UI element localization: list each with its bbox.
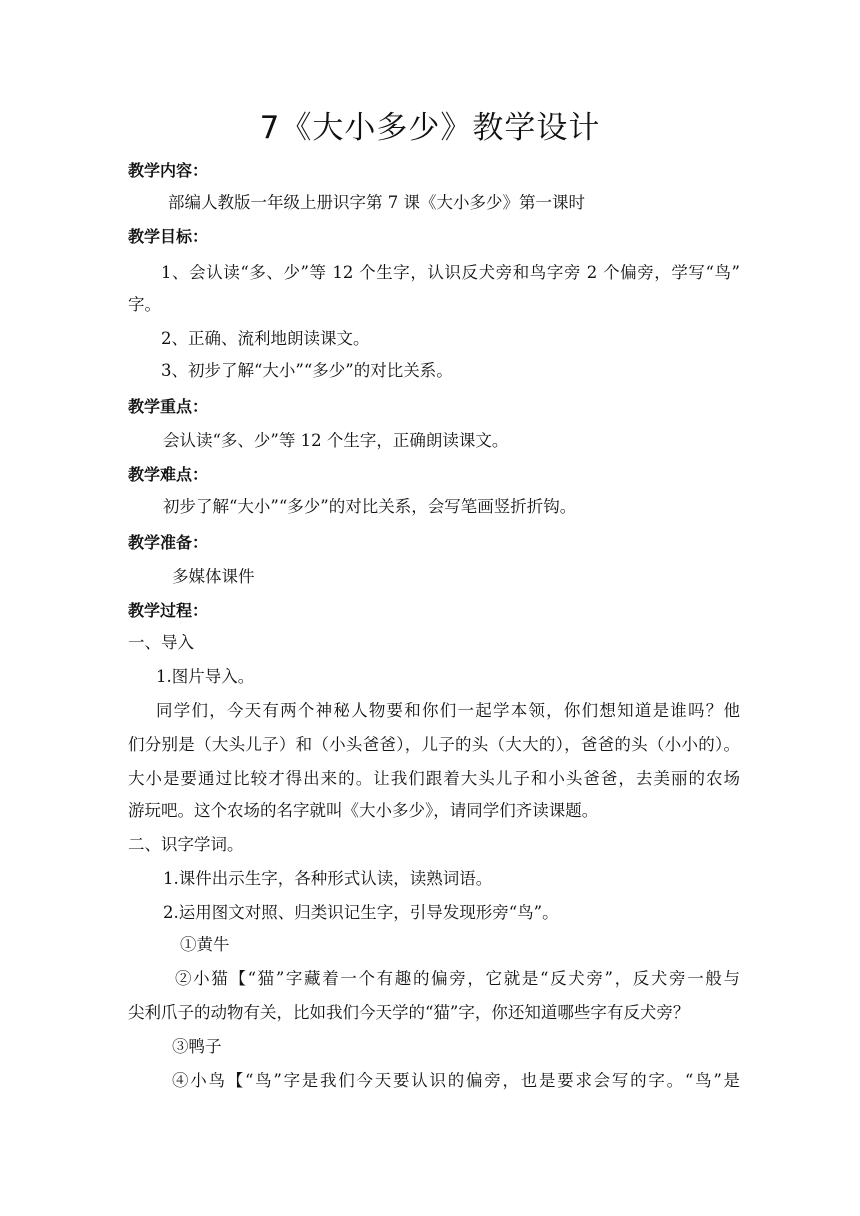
key-points-text: 会认读“多、少”等 12 个生字，正确朗读课文。	[163, 431, 509, 450]
section-heading-process: 教学过程：	[128, 601, 209, 620]
vocab-item-3: ③鸭子	[172, 1037, 222, 1056]
process-part-1-step-1: 1.图片导入。	[156, 667, 255, 686]
content-text: 部编人教版一年级上册识字第 7 课《大小多少》第一课时	[168, 193, 585, 212]
vocab-item-2-line-1: ②小猫【“猫”字藏着一个有趣的偏旁，它就是“反犬旁”，反犬旁一般与	[175, 969, 740, 988]
section-heading-preparation: 教学准备：	[128, 533, 209, 552]
vocab-item-4-line-1: ④小鸟【“鸟”字是我们今天要认识的偏旁，也是要求会写的字。“鸟”是	[172, 1071, 740, 1090]
vocab-item-2-line-2: 尖利爪子的动物有关，比如我们今天学的“猫”字，你还知道哪些字有反犬旁？	[128, 1003, 690, 1022]
process-part-2-step-1: 1.课件出示生字，各种形式认读，读熟词语。	[163, 869, 493, 888]
intro-paragraph-line-2: 们分别是（大头儿子）和（小头爸爸），儿子的头（大大的），爸爸的头（小小的）。	[128, 735, 740, 754]
section-heading-key-points: 教学重点：	[128, 397, 209, 416]
vocab-item-1: ①黄牛	[180, 935, 230, 954]
goal-item-1-line-2: 字。	[128, 295, 161, 314]
intro-paragraph-line-4: 游玩吧。这个农场的名字就叫《大小多少》，请同学们齐读课题。	[128, 801, 599, 820]
intro-paragraph-line-3: 大小是要通过比较才得出来的。让我们跟着大头儿子和小头爸爸，去美丽的农场	[128, 769, 740, 788]
document-title: 7《大小多少》教学设计	[259, 110, 601, 146]
section-heading-goals: 教学目标：	[128, 227, 209, 246]
preparation-text: 多媒体课件	[172, 567, 255, 586]
goal-item-2: 2、正确、流利地朗读课文。	[161, 329, 370, 348]
intro-paragraph-line-1: 同学们，今天有两个神秘人物要和你们一起学本领，你们想知道是谁吗？他	[156, 701, 740, 720]
section-heading-content: 教学内容：	[128, 161, 209, 180]
difficulties-text: 初步了解“大小”“多少”的对比关系，会写笔画竖折折钩。	[163, 497, 577, 516]
goal-item-1-line-1: 1、会认读“多、少”等 12 个生字，认识反犬旁和鸟字旁 2 个偏旁，学写“鸟”	[161, 263, 740, 282]
process-part-2-title: 二、识字学词。	[128, 835, 244, 854]
process-part-2-step-2: 2.运用图文对照、归类识记生字，引导发现形旁“鸟”。	[163, 903, 559, 922]
goal-item-3: 3、初步了解“大小”“多少”的对比关系。	[161, 361, 453, 380]
process-part-1-title: 一、导入	[128, 633, 194, 652]
section-heading-difficulties: 教学难点：	[128, 465, 209, 484]
